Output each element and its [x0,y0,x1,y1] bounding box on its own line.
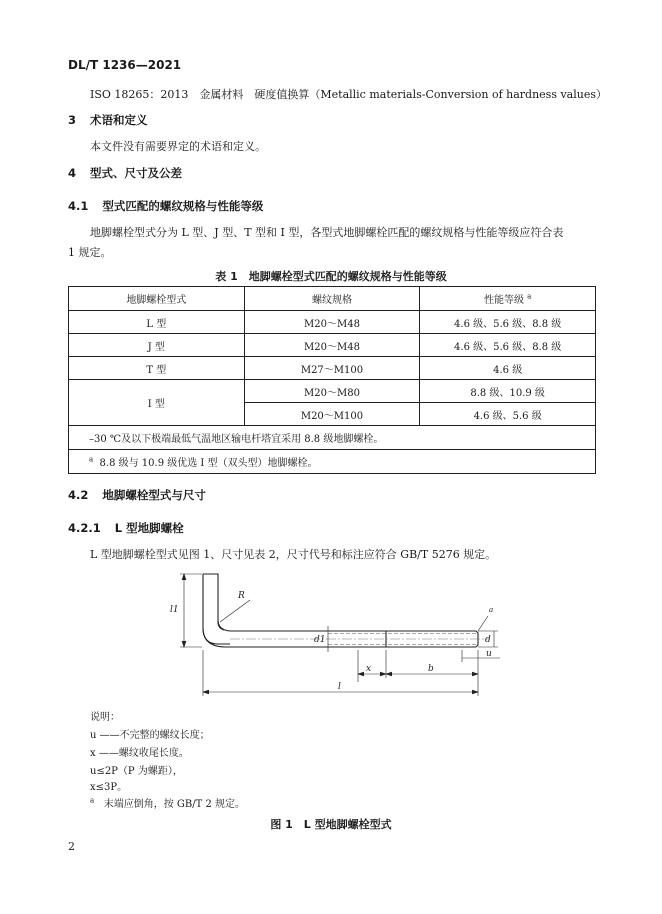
cell-thread: M20～M48 [244,334,420,357]
cell-grade: 4.6 级、5.6 级 [420,403,596,426]
label-b: b [428,664,434,674]
cell-thread: M20～M80 [244,380,420,403]
cell-grade: 4.6 级 [420,357,596,380]
doc-code: DL/T 1236—2021 [68,58,182,72]
sec4-title: 型式、尺寸及公差 [90,166,183,180]
table1-footnote-row [69,450,596,474]
table1 [68,286,596,474]
label-u: u [486,649,492,659]
sec41-body-line2: 1 规定。 [68,246,112,259]
legend-footnote: $^a$ 末端应倒角，按 GB/T 2 规定。 [90,796,246,810]
sec421-heading [68,520,184,536]
sec3-title: 术语和定义 [90,113,148,127]
sec421-title: L 型地脚螺栓 [114,521,184,535]
dim-a-leader [478,616,488,631]
sec421-num: 4.2.1 [68,521,101,535]
table-row [69,334,596,357]
sec41-body-line1: 地脚螺栓型式分为 L 型、J 型、T 型和 I 型，各型式地脚螺栓匹配的螺纹规格与性能等级应符合表 [90,226,564,239]
cell-thread: M27～M100 [244,357,420,380]
legend-item: u≤2P（P 为螺距）， [90,766,183,777]
legend-footnote-mark: a [90,796,95,805]
table-row [69,357,596,380]
table1-note: –30 ℃及以下极端最低气温地区输电杆塔宜采用 8.8 级地脚螺栓。 [69,426,596,450]
cell-type: L 型 [69,311,245,334]
table1-caption: 表 1 地脚螺栓型式匹配的螺纹规格与性能等级 [215,270,447,283]
l-bolt-outline [203,574,478,647]
table-row [69,311,596,334]
label-a: a [489,606,494,614]
table1-col-grade: 性能等级 $^a$ [420,287,596,311]
sec421-body: L 型地脚螺栓型式见图 1、尺寸见表 2，尺寸代号和标注应符合 GB/T 5276 规定。 [90,548,497,561]
table1-header-row [69,287,596,311]
cell-type: I 型 [69,380,245,426]
figure1-drawing [150,560,520,700]
table1-footnote-mark: a [89,455,94,464]
page-number: 2 [68,840,75,853]
sec42-num: 4.2 [68,488,89,502]
cell-grade: 4.6 级、5.6 级、8.8 级 [420,311,596,334]
legend-title: 说明： [90,712,120,723]
sec3-body: 本文件没有需要界定的术语和定义。 [90,140,266,153]
cell-type: T 型 [69,357,245,380]
cell-type: J 型 [69,334,245,357]
sec41-num: 4.1 [68,199,89,213]
label-x: x [366,664,372,674]
cell-grade: 8.8 级、10.9 级 [420,380,596,403]
table1-note-row [69,426,596,450]
sec3-heading [68,112,148,128]
sec41-heading [68,198,263,214]
sec42-title: 地脚螺栓型式与尺寸 [102,488,206,502]
cell-thread: M20～M100 [244,403,420,426]
cell-grade: 4.6 级、5.6 级、8.8 级 [420,334,596,357]
sec42-heading [68,487,206,503]
sec3-num: 3 [68,113,77,127]
sec4-num: 4 [68,166,77,180]
label-l: l [338,682,341,692]
label-d1: d1 [314,635,326,645]
dim-l1 [180,574,202,647]
table1-col-thread: 螺纹规格 [244,287,420,311]
legend-item: x ——螺纹收尾长度。 [90,748,189,759]
ref-line: ISO 18265：2013 金属材料 硬度值换算（Metallic materials-Conversion of hardness values） [90,88,607,101]
dim-r-leader [220,600,250,622]
figure1-caption: 图 1 L 型地脚螺栓型式 [270,818,392,831]
table1-footnote: $^a$ 8.8 级与 10.9 级优选 I 型（双头型）地脚螺栓。 [69,450,596,474]
table-row [69,380,596,403]
sec4-heading [68,165,182,181]
legend-item: u ——不完整的螺纹长度； [90,730,210,741]
label-d: d [485,635,491,645]
label-r: R [238,591,245,601]
label-l1: l1 [170,605,179,615]
sec41-title: 型式匹配的螺纹规格与性能等级 [102,199,264,213]
table1-header-footnote-mark: a [527,292,532,301]
table1-col-type: 地脚螺栓型式 [69,287,245,311]
legend-item: x≤3P。 [90,782,128,793]
dim-x-b [358,650,478,682]
cell-thread: M20～M48 [244,311,420,334]
